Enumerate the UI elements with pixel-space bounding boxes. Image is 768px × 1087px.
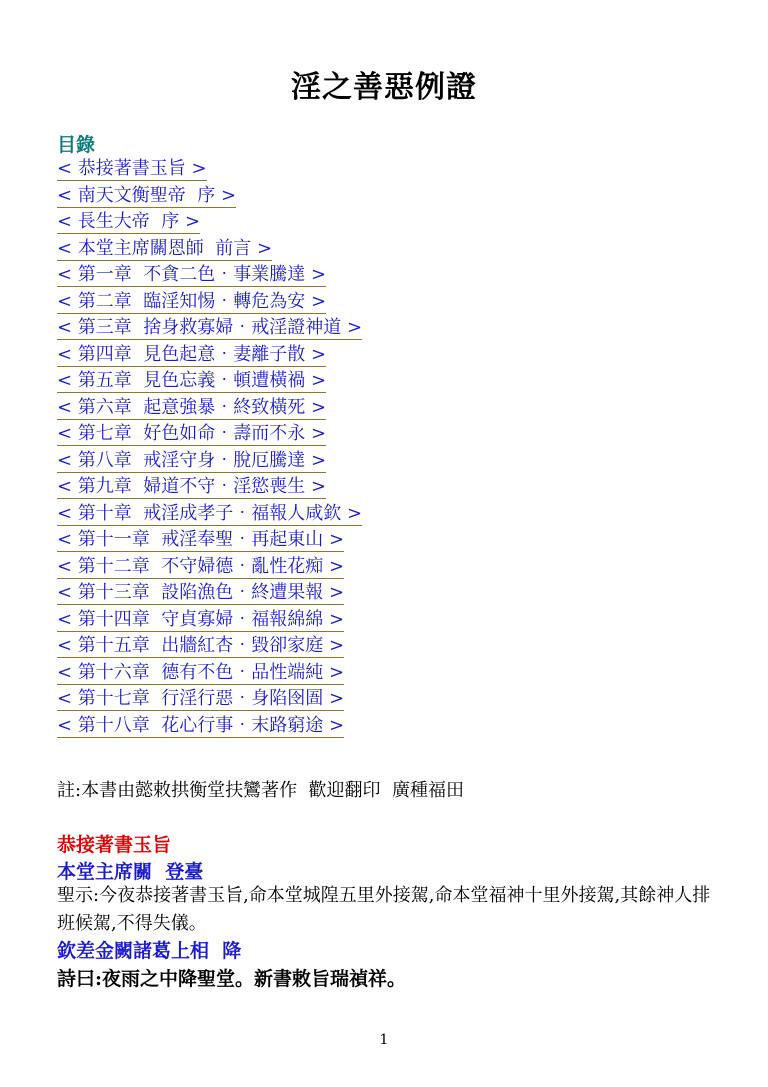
speaker-line-1: 本堂主席關 登臺	[57, 861, 204, 883]
toc-item	[57, 580, 362, 607]
toc-item	[57, 395, 362, 422]
toc-item	[57, 554, 362, 581]
page-number: 1	[379, 1032, 389, 1048]
poem-line: 詩曰:夜雨之中降聖堂。新書敕旨瑞禎祥。	[57, 968, 407, 990]
toc-link[interactable]: < 第四章 見色起意‧妻離子散 >	[57, 343, 327, 365]
toc-link[interactable]: < 第九章 婦道不守‧淫慾喪生 >	[57, 476, 327, 497]
toc-link[interactable]: < 恭接著書玉旨 >	[57, 158, 207, 179]
speaker-line-2: 欽差金闕諸葛上相 降	[57, 940, 242, 962]
toc-item	[57, 448, 362, 475]
toc-item	[57, 368, 362, 395]
toc-link[interactable]: < 第十五章 出牆紅杏‧毀卻家庭 >	[57, 635, 345, 656]
toc-heading: 目錄	[57, 134, 96, 156]
toc-link[interactable]: < 第十六章 德有不色‧品性端純 >	[57, 661, 345, 683]
toc-item	[57, 660, 362, 687]
toc-link[interactable]: < 第十四章 守貞寡婦‧福報綿綿 >	[57, 608, 345, 630]
toc-link[interactable]: < 第十三章 設陷漁色‧終遭果報 >	[57, 582, 345, 603]
toc-item	[57, 421, 362, 448]
toc-link[interactable]: < 南天文衡聖帝 序 >	[57, 184, 237, 206]
toc-item	[57, 315, 362, 342]
toc-item	[57, 527, 362, 554]
toc-link[interactable]: < 第五章 見色忘義‧頓遭橫禍 >	[57, 370, 327, 391]
toc-item	[57, 262, 362, 289]
toc-item	[57, 474, 362, 501]
toc-link[interactable]: < 第十八章 花心行事‧末路窮途 >	[57, 714, 345, 736]
toc-item	[57, 686, 362, 713]
toc-link[interactable]: < 長生大帝 序 >	[57, 211, 201, 232]
toc-item	[57, 289, 362, 316]
toc-item	[57, 236, 362, 263]
toc-item	[57, 713, 362, 740]
table-of-contents	[57, 156, 362, 739]
toc-link[interactable]: < 第十章 戒淫成孝子‧福報人咸欽 >	[57, 502, 363, 524]
toc-item	[57, 209, 362, 236]
toc-link[interactable]: < 第三章 捨身救寡婦‧戒淫證神道 >	[57, 317, 363, 338]
toc-link[interactable]: < 第十二章 不守婦德‧亂性花痴 >	[57, 555, 345, 577]
footnote: 註:本書由懿敕拱衡堂扶鸞著作 歡迎翻印 廣種福田	[57, 780, 464, 801]
toc-link[interactable]: < 第八章 戒淫守身‧脫厄騰達 >	[57, 449, 327, 471]
section-heading: 恭接著書玉旨	[57, 834, 172, 856]
toc-item	[57, 183, 362, 210]
toc-link[interactable]: < 第十七章 行淫行惡‧身陷囹圄 >	[57, 688, 345, 709]
toc-item	[57, 501, 362, 528]
toc-item	[57, 633, 362, 660]
toc-link[interactable]: < 第六章 起意強暴‧終致橫死 >	[57, 396, 327, 418]
toc-item	[57, 342, 362, 369]
toc-link[interactable]: < 第一章 不貪二色‧事業騰達 >	[57, 264, 327, 285]
toc-item	[57, 607, 362, 634]
page-title: 淫之善惡例證	[291, 70, 477, 105]
proclamation-paragraph: 聖示:今夜恭接著書玉旨,命本堂城隍五里外接駕,命本堂福神十里外接駕,其餘神人排班候駕,不得失儀。	[57, 885, 711, 934]
toc-link[interactable]: < 第七章 好色如命‧壽而不永 >	[57, 423, 327, 444]
toc-item	[57, 156, 362, 183]
toc-link[interactable]: < 第二章 臨淫知惕‧轉危為安 >	[57, 290, 327, 312]
toc-link[interactable]: < 第十一章 戒淫奉聖‧再起東山 >	[57, 529, 345, 550]
toc-link[interactable]: < 本堂主席關恩師 前言 >	[57, 237, 273, 259]
